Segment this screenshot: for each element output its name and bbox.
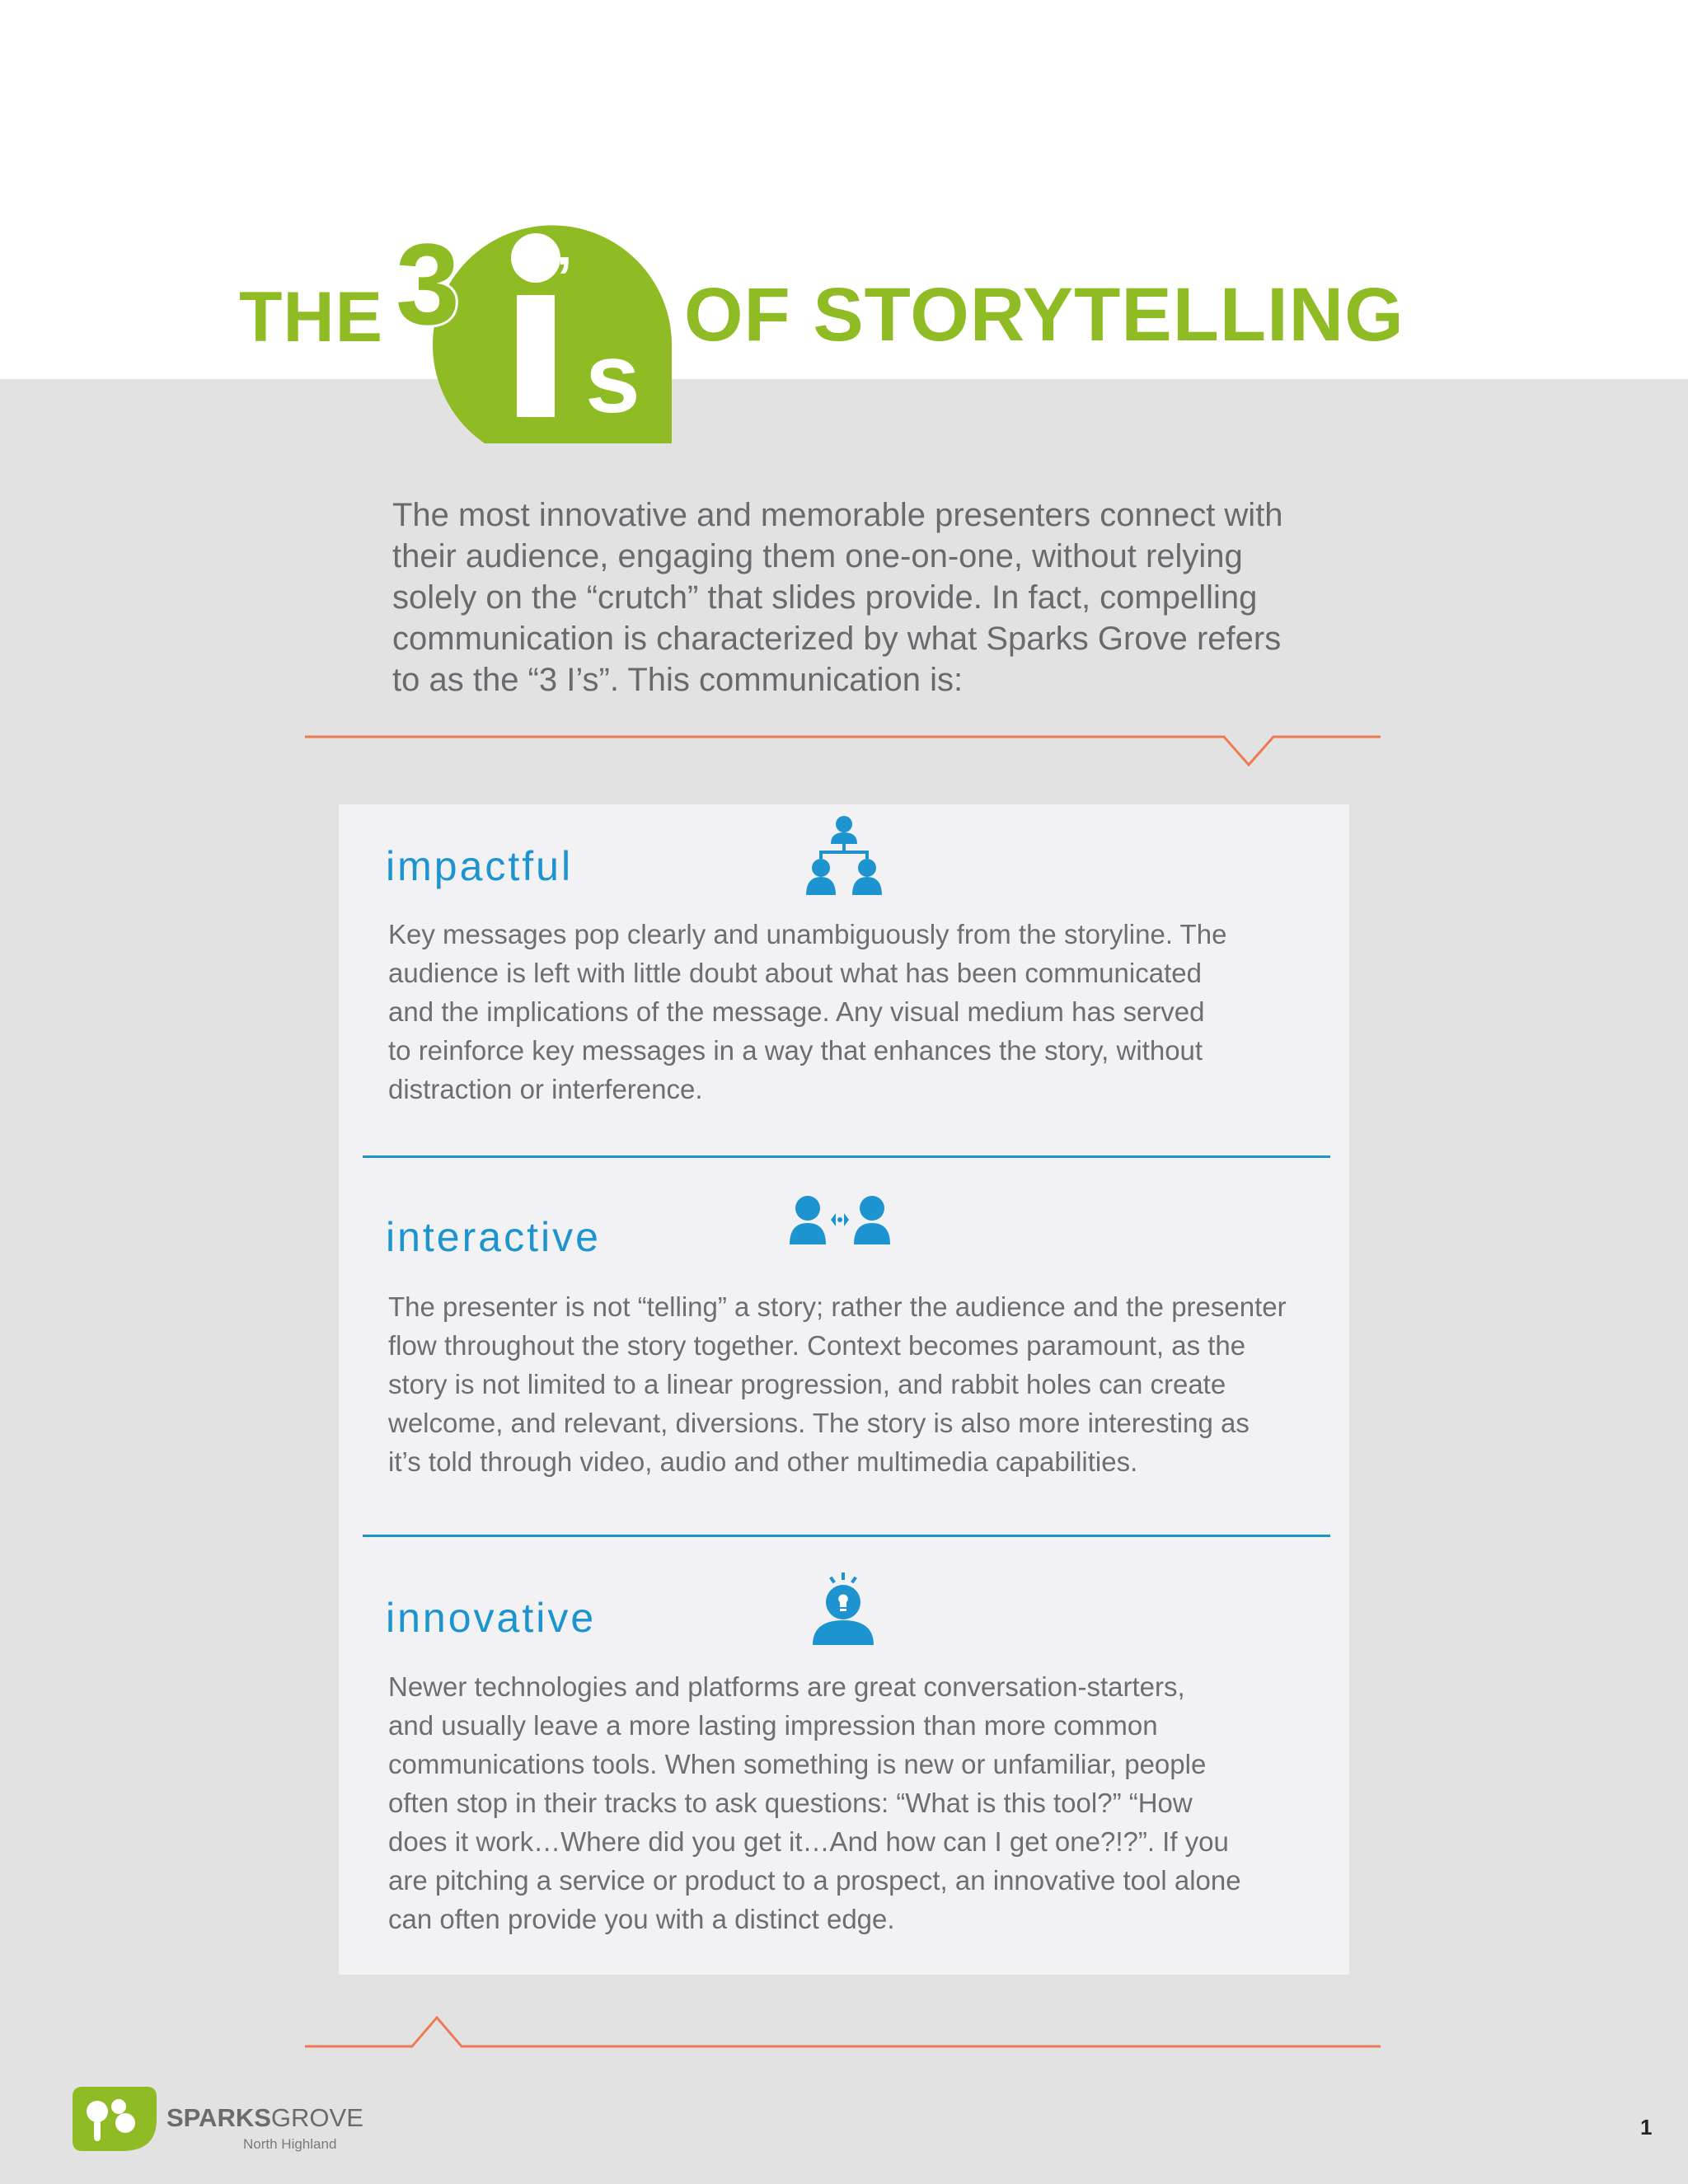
body-line: Key messages pop clearly and unambiguously from the storyline. The <box>388 919 1227 949</box>
badge-number: 3 <box>396 219 460 349</box>
title-prefix: THE <box>239 278 383 357</box>
section-title-innovative: innovative <box>386 1595 597 1641</box>
body-line: communications tools. When something is new or unfamiliar, people <box>388 1749 1207 1779</box>
intro-line: solely on the “crutch” that slides provide. In fact, compelling <box>392 579 1258 616</box>
body-line: story is not limited to a linear progression, and rabbit holes can create <box>388 1369 1226 1399</box>
body-line: does it work…Where did you get it…And how can I get one?!?”. If you <box>388 1826 1229 1857</box>
section-rule <box>363 1535 1330 1537</box>
section-rule <box>363 1155 1330 1158</box>
intro-line: The most innovative and memorable presenters connect with <box>392 497 1283 533</box>
body-line: audience is left with little doubt about what has been communicated <box>388 958 1202 988</box>
section-body-innovative <box>388 1667 1311 1938</box>
three-i-badge-icon <box>387 204 684 443</box>
top-divider <box>305 725 1381 771</box>
hierarchy-people-icon <box>806 814 882 897</box>
intro-paragraph <box>392 494 1332 701</box>
brand-name <box>166 2103 363 2133</box>
body-line: Newer technologies and platforms are great conversation-starters, <box>388 1671 1185 1702</box>
intro-line: communication is characterized by what Sparks Grove refers <box>392 621 1282 657</box>
body-line: welcome, and relevant, diversions. The story is also more interesting as <box>388 1408 1250 1438</box>
title-suffix: OF STORYTELLING <box>684 273 1404 357</box>
bottom-divider <box>305 2011 1381 2052</box>
sparksgrove-logo-icon <box>73 2087 157 2151</box>
person-lightbulb-icon <box>813 1572 874 1645</box>
two-people-exchange-icon <box>790 1195 890 1246</box>
body-line: often stop in their tracks to ask questions: “What is this tool?” “How <box>388 1788 1193 1818</box>
brand-name-light: GROVE <box>270 2103 363 2132</box>
body-line: and usually leave a more lasting impression than more common <box>388 1710 1158 1741</box>
brand-name-bold: SPARKS <box>166 2103 271 2132</box>
svg-text:s: s <box>585 323 640 434</box>
section-title-impactful: impactful <box>386 843 574 889</box>
body-line: flow throughout the story together. Context becomes paramount, as the <box>388 1330 1246 1361</box>
intro-line: to as the “3 I’s”. This communication is: <box>392 662 964 698</box>
intro-line: their audience, engaging them one-on-one, without relying <box>392 538 1243 574</box>
brand-subtitle: North Highland <box>243 2136 337 2152</box>
section-body-interactive <box>388 1287 1311 1481</box>
body-line: The presenter is not “telling” a story; rather the audience and the presenter <box>388 1291 1287 1322</box>
body-line: are pitching a service or product to a prospect, an innovative tool alone <box>388 1865 1241 1896</box>
section-body-impactful <box>388 915 1311 1108</box>
section-title-interactive: interactive <box>386 1214 601 1260</box>
body-line: to reinforce key messages in a way that enhances the story, without <box>388 1035 1203 1066</box>
body-line: it’s told through video, audio and other multimedia capabilities. <box>388 1446 1138 1477</box>
body-line: distraction or interference. <box>388 1074 703 1104</box>
body-line: can often provide you with a distinct edge. <box>388 1904 895 1934</box>
body-line: and the implications of the message. Any visual medium has served <box>388 996 1205 1027</box>
page-number: 1 <box>1640 2115 1653 2139</box>
svg-text:’: ’ <box>556 245 573 309</box>
